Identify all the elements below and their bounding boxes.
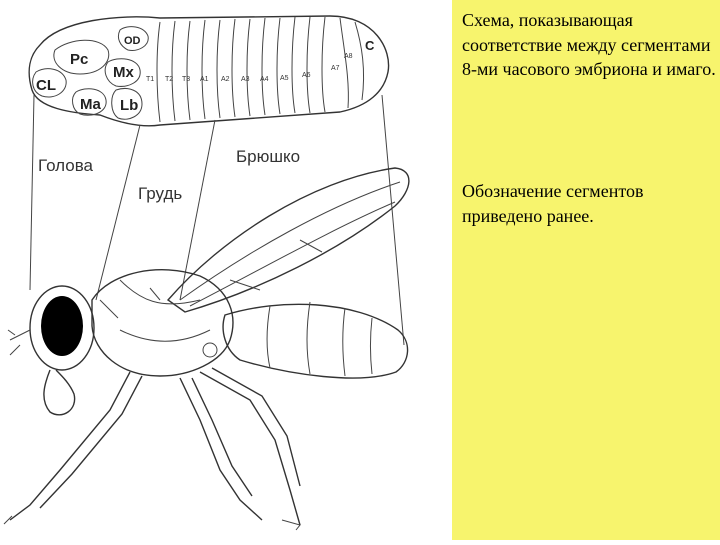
proboscis [44,370,75,415]
leg-front [10,372,130,520]
embryo [29,16,388,126]
segment-label: A1 [200,76,209,83]
fly-thorax [92,270,233,376]
segment-label: A6 [302,72,311,79]
segment-label: T2 [165,76,174,83]
segment-label: T1 [146,76,155,83]
fly-abdomen [223,304,407,378]
label-cl: CL [36,77,56,94]
caption-text: Схема, показывающая соответствие между сегментами 8-ми часового эмбриона и имаго. [462,10,716,79]
segment-label: T3 [182,76,191,83]
segment-label: A2 [221,76,230,83]
label-thorax-region: Грудь [138,184,183,203]
adult-fly [4,168,409,530]
label-abdomen-region: Брюшко [236,147,301,166]
description-panel [452,0,720,540]
compound-eye [41,296,83,356]
segment-label: A8 [344,53,353,60]
wing [168,168,409,312]
label-od: OD [124,35,141,47]
label-c: C [365,38,375,53]
correspondence-lines [30,95,404,345]
label-mx: Mx [113,64,134,81]
label-ma: Ma [80,96,101,113]
label-pc: Pc [70,51,89,68]
note-text: Обозначение сегментов приведено ранее. [462,181,644,226]
segment-label: A3 [241,76,250,83]
segment-label: A5 [280,75,289,82]
segment-label: A7 [331,65,340,72]
leg-hind [200,372,300,525]
label-head-region: Голова [38,156,94,175]
segment-label: A4 [260,76,269,83]
label-lb: Lb [120,97,139,114]
